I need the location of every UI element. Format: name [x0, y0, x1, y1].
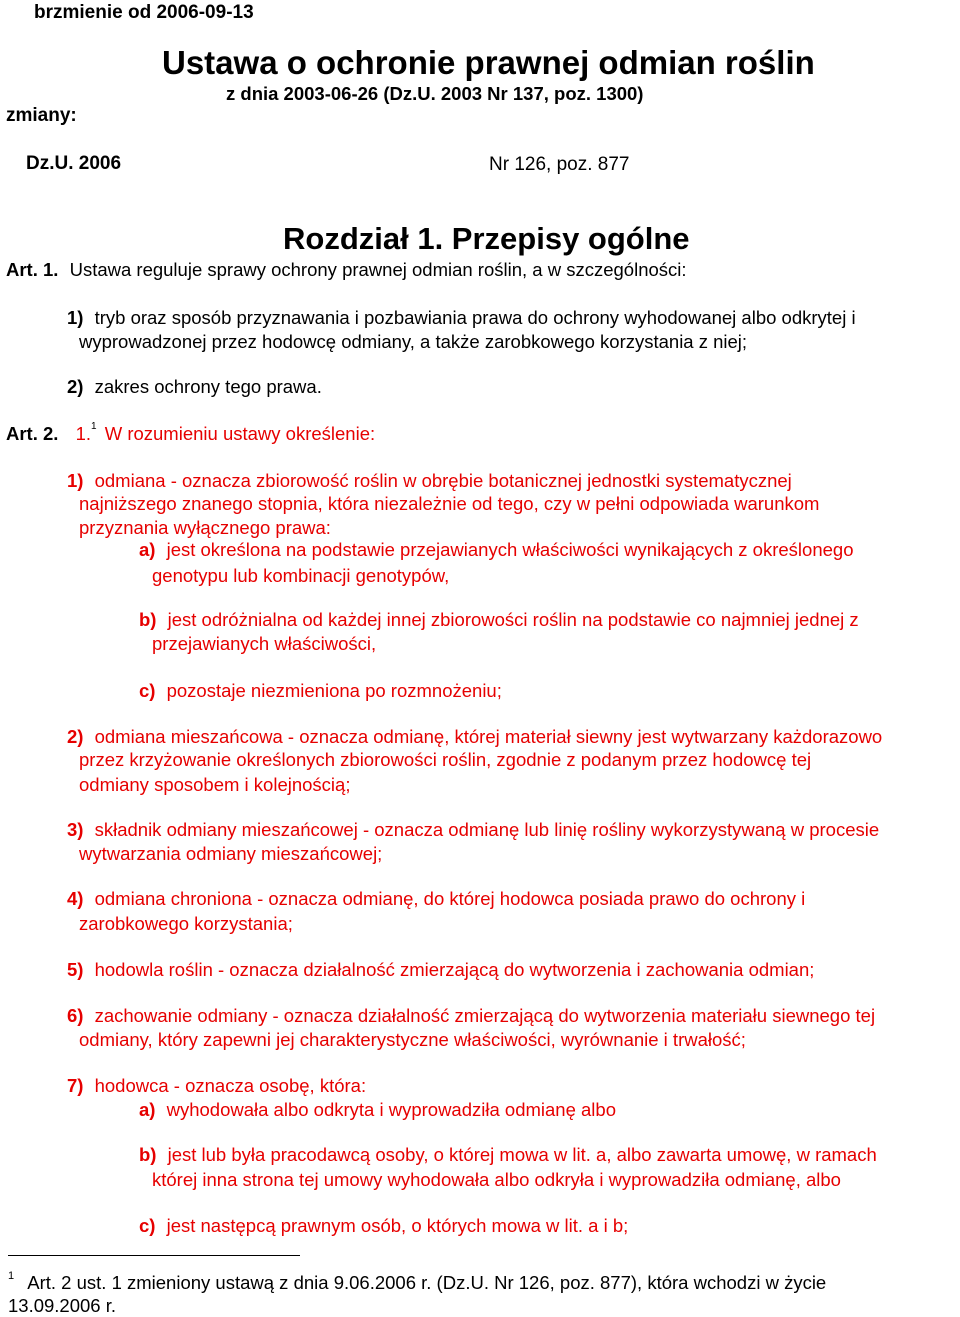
item-number: 2): [67, 376, 84, 397]
footnote-mark: 1: [8, 1270, 15, 1282]
letter-number: c): [139, 1215, 156, 1236]
footnote: [8, 1272, 826, 1294]
item-text: tryb oraz sposób przyznawania i pozbawiania prawa do ochrony wyhodowanej albo odkrytej i: [94, 307, 856, 328]
letter-text: pozostaje niezmieniona po rozmnożeniu;: [166, 680, 502, 701]
definition-text: hodowca - oznacza osobę, która:: [94, 1075, 367, 1096]
letter-number: b): [139, 609, 157, 630]
definition-text: zachowanie odmiany - oznacza działalność zmierzającą do wytworzenia materiału siewnego tej: [94, 1005, 876, 1026]
definition-number: 6): [67, 1005, 84, 1026]
item-text: zakres ochrony tego prawa.: [94, 376, 322, 397]
chapter-heading: Rozdział 1. Przepisy ogólne: [283, 221, 690, 256]
art2-text: W rozumieniu ustawy określenie:: [104, 423, 376, 444]
definition-1-cont: przyznania wyłącznego prawa:: [79, 517, 331, 538]
document-subtitle: z dnia 2003-06-26 (Dz.U. 2003 Nr 137, poz. 1300): [226, 83, 644, 104]
definition-7b-cont: której inna strona tej umowy wyhodowała albo odkryła i wyprowadziła odmianę, albo: [152, 1169, 841, 1190]
definition-7: [67, 1075, 366, 1097]
definition-3: [67, 819, 879, 841]
changes-label: zmiany:: [6, 105, 77, 126]
art1-item-1: [67, 307, 856, 329]
definition-1: [67, 470, 792, 492]
footnote-text: Art. 2 ust. 1 zmieniony ustawą z dnia 9.06.2006 r. (Dz.U. Nr 126, poz. 877), która wchodzi w życie: [27, 1272, 827, 1293]
letter-number: a): [139, 539, 156, 560]
definition-number: 4): [67, 888, 84, 909]
definition-number: 2): [67, 726, 84, 747]
definition-7b: [139, 1144, 877, 1166]
definition-text: odmiana mieszańcowa - oznacza odmianę, której materiał siewny jest wytwarzany każdorazowo: [94, 726, 883, 747]
definition-2-cont: odmiany sposobem i kolejnością;: [79, 774, 351, 795]
definition-1-cont: najniższego znanego stopnia, która niezależnie od tego, czy w pełni odpowiada warunkom: [79, 493, 820, 514]
letter-text: jest następcą prawnym osób, o których mowa w lit. a i b;: [166, 1215, 629, 1236]
definition-7c: [139, 1215, 628, 1237]
document-title: Ustawa o ochronie prawnej odmian roślin: [162, 44, 815, 81]
definition-number: 3): [67, 819, 84, 840]
definition-6: [67, 1005, 875, 1027]
change-ref: Nr 126, poz. 877: [489, 154, 630, 175]
definition-number: 7): [67, 1075, 84, 1096]
item-number: 1): [67, 307, 84, 328]
art1-label: Art. 1.: [6, 259, 59, 280]
definition-number: 1): [67, 470, 84, 491]
art1-item-2: [67, 376, 322, 398]
letter-number: a): [139, 1099, 156, 1120]
definition-5: [67, 959, 814, 981]
definition-4: [67, 888, 805, 910]
definition-4-cont: zarobkowego korzystania;: [79, 913, 293, 934]
definition-6-cont: odmiany, który zapewni jej charakterystyczne właściwości, wyrównanie i trwałość;: [79, 1029, 746, 1050]
definition-7a: [139, 1099, 616, 1121]
definition-1a: [139, 539, 853, 561]
definition-2-cont: przez krzyżowanie określonych zbiorowości roślin, zgodnie z podanym przez hodowcę tej: [79, 749, 812, 770]
definition-text: składnik odmiany mieszańcowej - oznacza odmianę lub linię rośliny wykorzystywaną w procesie: [94, 819, 880, 840]
art1-text: Ustawa reguluje sprawy ochrony prawnej odmian roślin, a w szczególności:: [69, 259, 687, 280]
definition-number: 5): [67, 959, 84, 980]
art2-par: 1.: [75, 423, 92, 444]
change-journal: Dz.U. 2006: [26, 153, 122, 174]
art1-item-1-cont: wyprowadzonej przez hodowcę odmiany, a także zarobkowego korzystania z niej;: [79, 331, 748, 352]
letter-text: jest określona na podstawie przejawianych właściwości wynikających z określonego: [166, 539, 854, 560]
definition-1c: [139, 680, 502, 702]
definition-text: hodowla roślin - oznacza działalność zmierzającą do wytworzenia i zachowania odmian;: [94, 959, 815, 980]
letter-text: wyhodowała albo odkryta i wyprowadziła odmianę albo: [166, 1099, 616, 1120]
footnote-cont: 13.09.2006 r.: [8, 1295, 117, 1316]
definition-1b-cont: przejawianych właściwości,: [152, 633, 377, 654]
definition-3-cont: wytwarzania odmiany mieszańcowej;: [79, 843, 383, 864]
art2-label: Art. 2.: [6, 423, 59, 444]
definition-1b: [139, 609, 859, 631]
letter-text: jest odróżnialna od każdej innej zbiorowości roślin na podstawie co najmniej jednej z: [167, 609, 859, 630]
footnote-separator: [8, 1255, 300, 1256]
footnote-reference[interactable]: 1: [91, 421, 97, 432]
art1-paragraph: [6, 259, 687, 281]
letter-text: jest lub była pracodawcą osoby, o której mowa w lit. a, albo zawarta umowę, w ramach: [167, 1144, 877, 1165]
letter-number: b): [139, 1144, 157, 1165]
definition-text: odmiana chroniona - oznacza odmianę, do której hodowca posiada prawo do ochrony i: [94, 888, 806, 909]
letter-number: c): [139, 680, 156, 701]
definition-text: odmiana - oznacza zbiorowość roślin w obrębie botanicznej jednostki systematycznej: [94, 470, 792, 491]
art2-paragraph: [6, 423, 375, 445]
definition-1a-cont: genotypu lub kombinacji genotypów,: [152, 565, 450, 586]
in-force-date: brzmienie od 2006-09-13: [34, 2, 254, 23]
definition-2: [67, 726, 882, 748]
